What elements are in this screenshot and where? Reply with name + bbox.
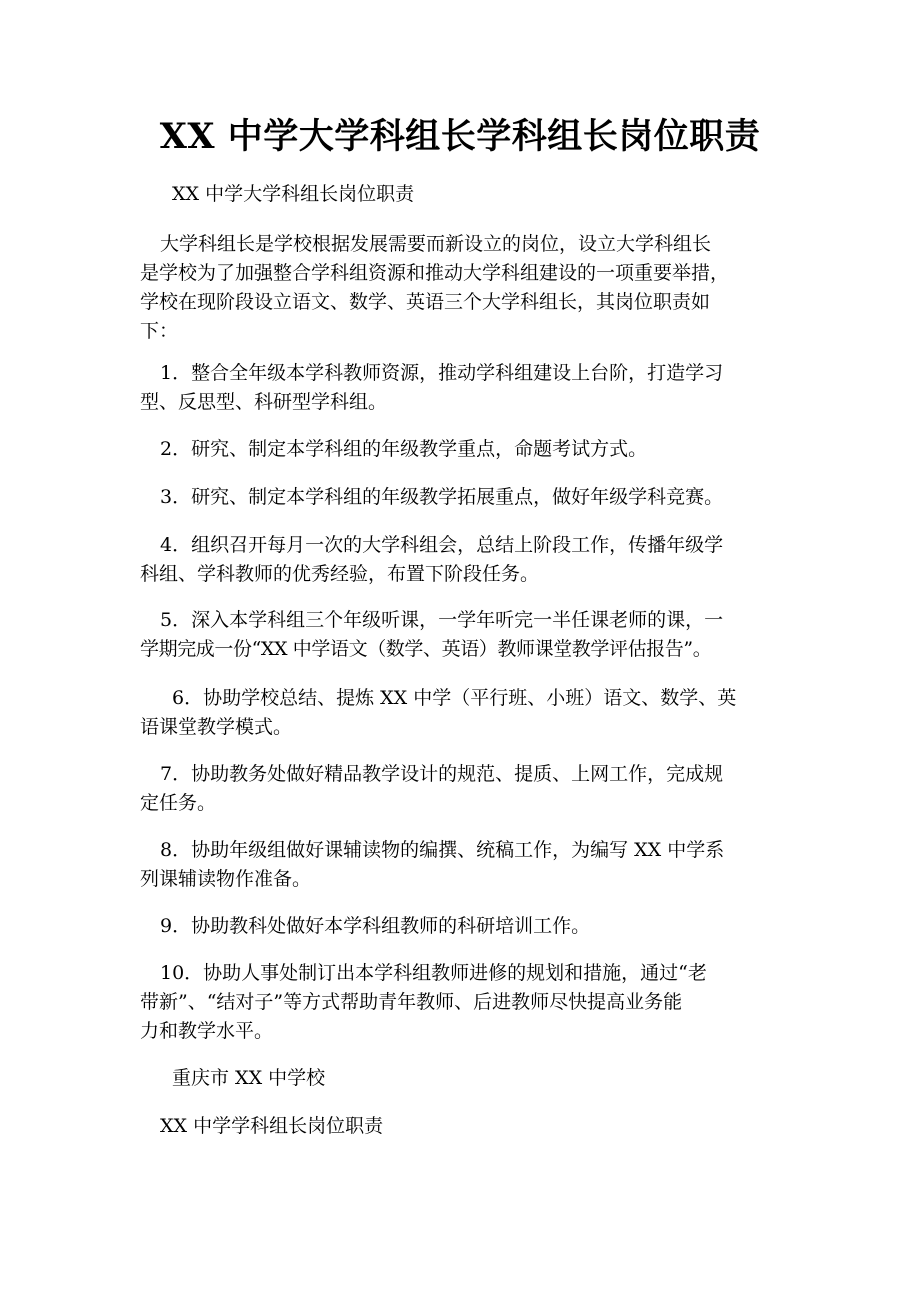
school-signature: 重庆市 XX 中学校 [172, 1067, 326, 1089]
duty-item-7 [140, 760, 800, 818]
duty-item-2 [140, 435, 800, 464]
duty-line: 5．深入本学科组三个年级听课，一学年听完一半任课老师的课，一 [160, 609, 724, 631]
duty-line: 9．协助教科处做好本学科组教师的科研培训工作。 [160, 915, 591, 937]
duty-line: 科组、学科教师的优秀经验，布置下阶段任务。 [140, 563, 540, 585]
intro-line: 下： [140, 320, 179, 342]
duty-line: 1．整合全年级本学科教师资源，推动学科组建设上台阶，打造学习 [160, 362, 724, 384]
duty-line: 学期完成一份“XX 中学语文（数学、英语）教师课堂教学评估报告”。 [140, 638, 712, 660]
duty-item-8 [140, 836, 800, 894]
duty-line: 力和教学水平。 [140, 1020, 274, 1042]
duty-line: 4．组织召开每月一次的大学科组会，总结上阶段工作，传播年级学 [160, 534, 724, 556]
duty-item-1 [140, 359, 800, 417]
intro-line: 学校在现阶段设立语文、数学、英语三个大学科组长，其岗位职责如 [140, 291, 711, 313]
intro-line: 是学校为了加强整合学科组资源和推动大学科组建设的一项重要举措， [140, 262, 730, 284]
document-title: XX 中学大学科组长学科组长岗位职责 [159, 116, 761, 157]
duty-line: 2．研究、制定本学科组的年级教学重点，命题考试方式。 [160, 438, 648, 460]
duty-item-3 [140, 483, 800, 512]
duty-item-6 [140, 684, 800, 742]
duty-line: 6．协助学校总结、提炼 XX 中学（平行班、小班）语文、数学、英 [172, 687, 737, 709]
duty-item-5 [140, 606, 800, 664]
duty-line: 10．协助人事处制订出本学科组教师进修的规划和措施，通过“老 [160, 962, 707, 984]
duty-line: 带新”、“结对子”等方式帮助青年教师、后进教师尽快提高业务能 [140, 991, 683, 1013]
duty-line: 7．协助教务处做好精品教学设计的规范、提质、上网工作，完成规 [160, 763, 724, 785]
duty-line: 列课辅读物作准备。 [140, 868, 312, 890]
duty-line: 8．协助年级组做好课辅读物的编撰、统稿工作，为编写 XX 中学系 [160, 839, 725, 861]
intro-paragraph [140, 230, 800, 346]
duty-item-9 [140, 912, 800, 941]
duty-line: 3．研究、制定本学科组的年级教学拓展重点，做好年级学科竞赛。 [160, 486, 724, 508]
duty-line: 语课堂教学模式。 [140, 716, 293, 738]
intro-line: 大学科组长是学校根据发展需要而新设立的岗位，设立大学科组长 [160, 233, 712, 255]
next-section-heading: XX 中学学科组长岗位职责 [160, 1115, 384, 1137]
duty-line: 型、反思型、科研型学科组。 [140, 391, 388, 413]
document-subtitle: XX 中学大学科组长岗位职责 [172, 183, 415, 205]
duty-item-10 [140, 959, 800, 1046]
duty-item-4 [140, 531, 800, 589]
duty-line: 定任务。 [140, 792, 217, 814]
